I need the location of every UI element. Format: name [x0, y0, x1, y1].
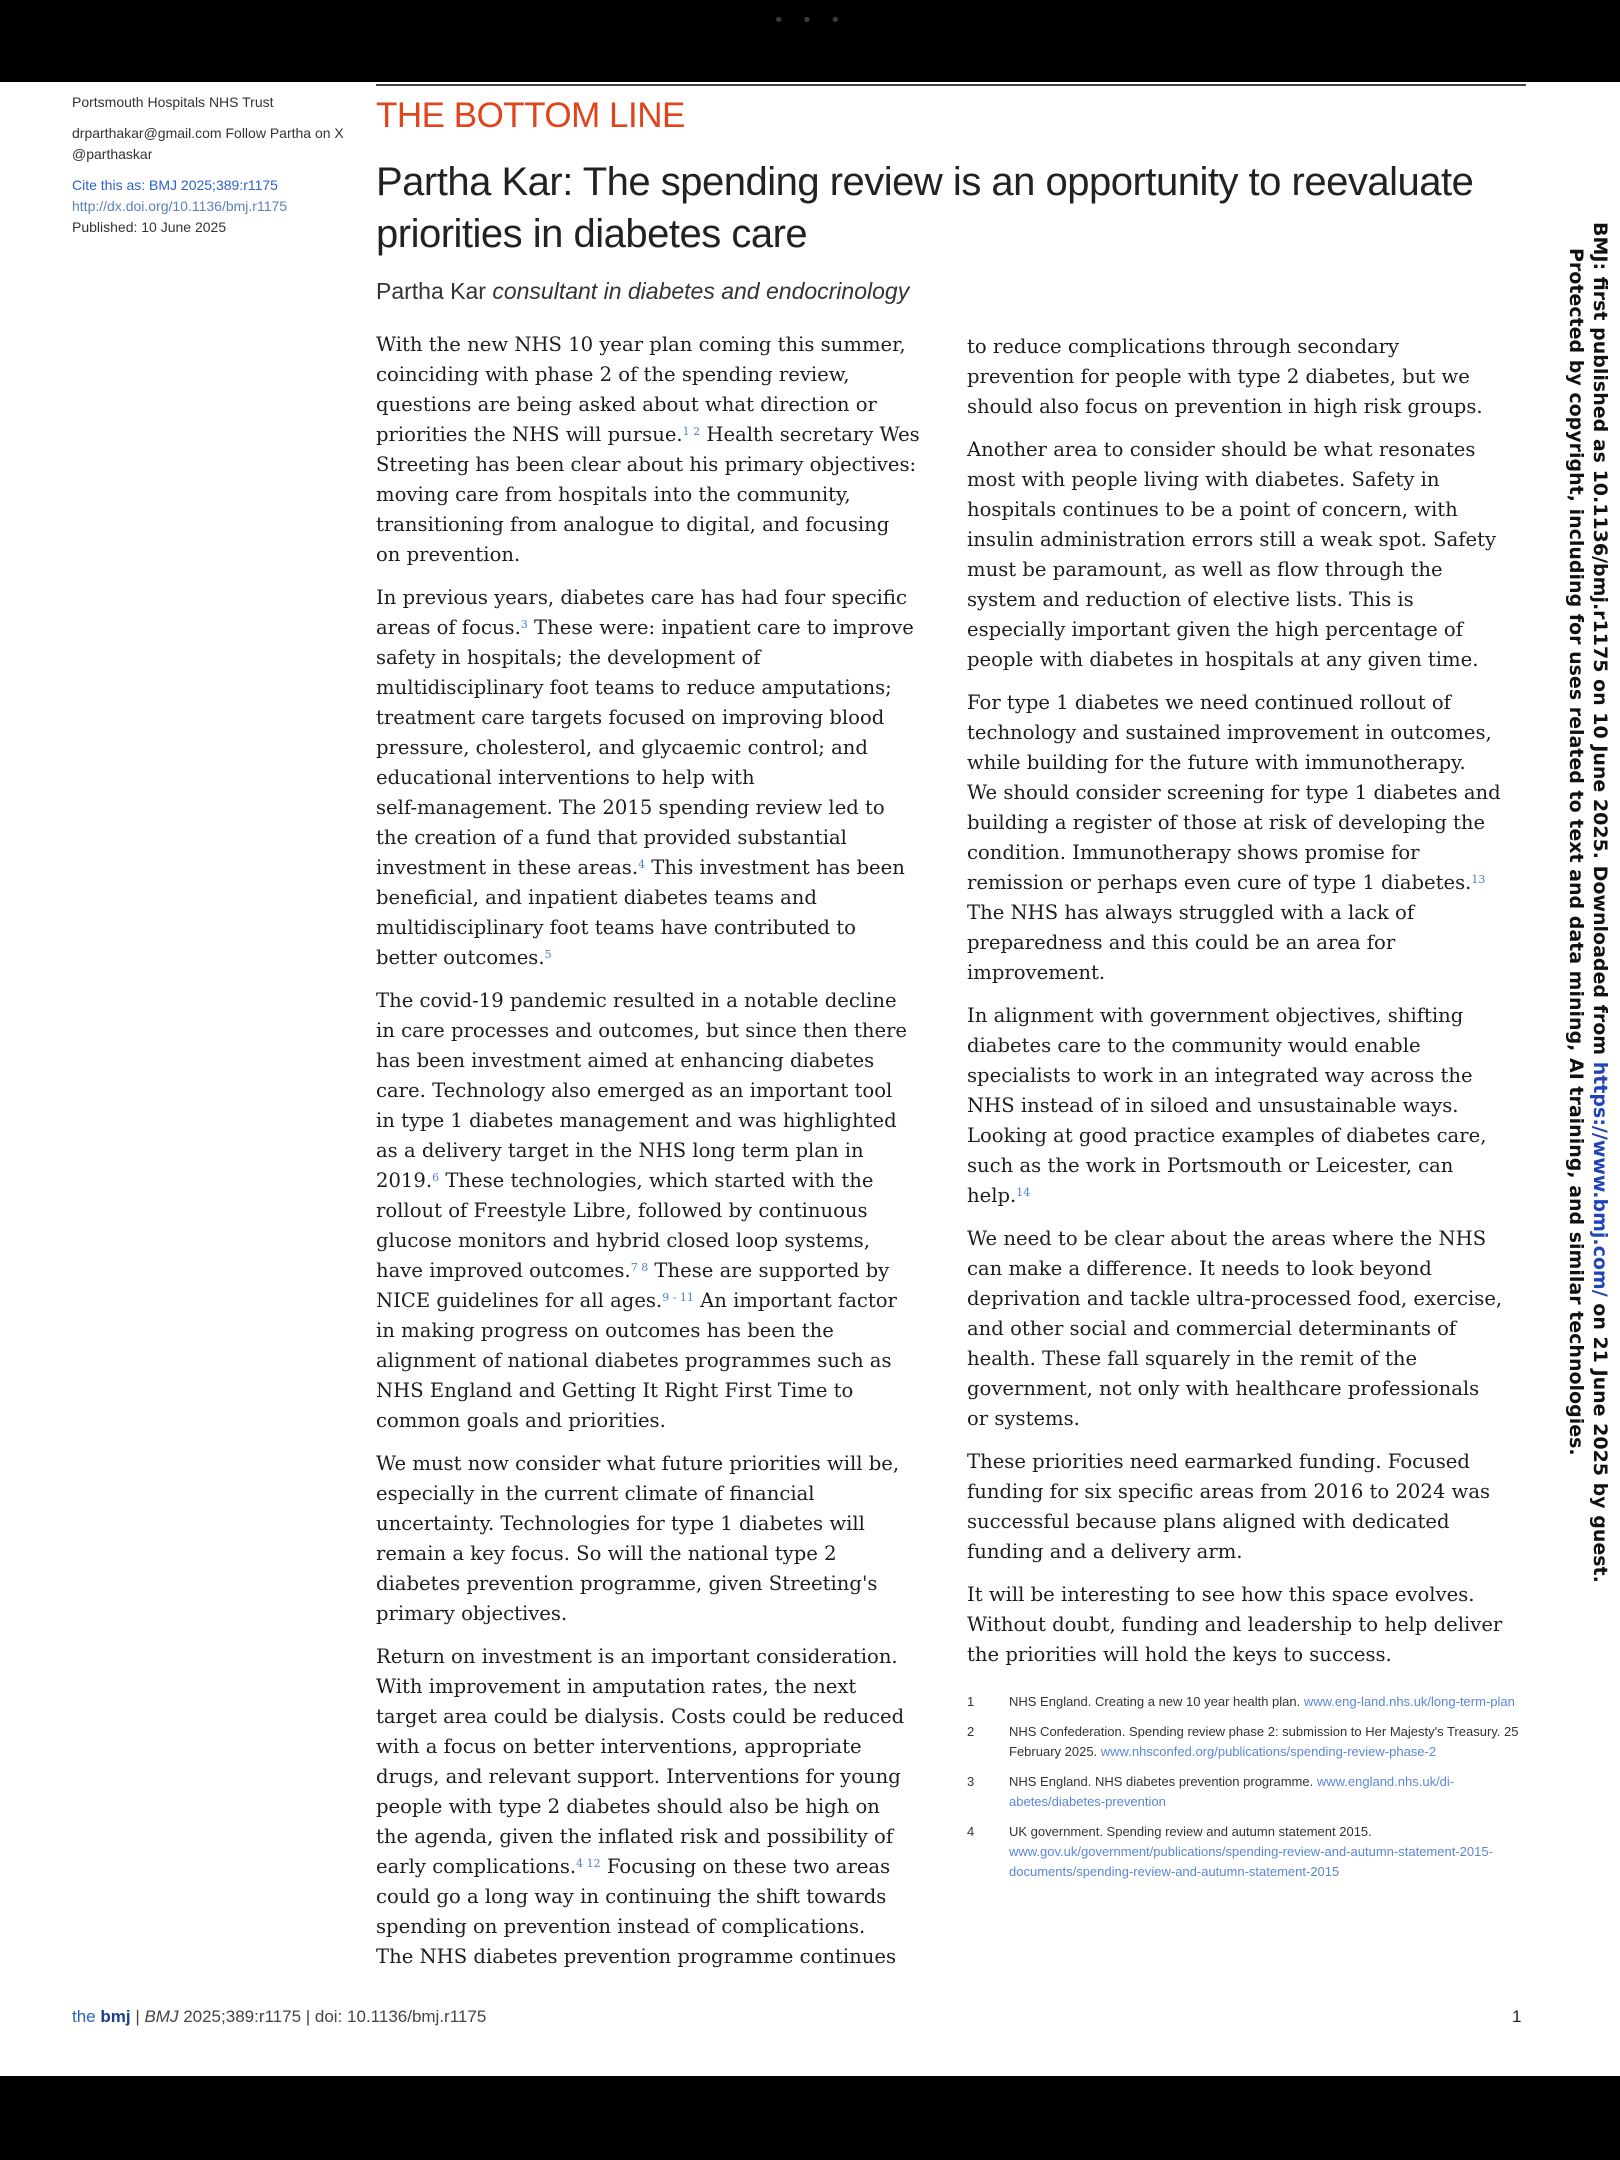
reference-link[interactable]: www.england.nhs.uk/di-abetes/diabetes-prevention — [1009, 1774, 1455, 1809]
affiliation: Portsmouth Hospitals NHS Trust — [72, 94, 274, 110]
reference-item: 3 NHS England. NHS diabetes prevention programme. www.england.nhs.uk/di-abetes/diabetes-prevention — [967, 1774, 1455, 1809]
copyright-sidebar — [1550, 222, 1612, 1802]
citation-link[interactable]: 13 — [1471, 873, 1486, 886]
citation-link[interactable]: 4 — [638, 858, 646, 871]
reference-link[interactable]: www.nhsconfed.org/publications/spending-review-phase-2 — [1100, 1744, 1437, 1759]
top-black-bar — [0, 0, 1620, 82]
citation-link[interactable]: 6 — [432, 1171, 440, 1184]
paragraph: In previous years, diabetes care has had four specific areas of focus.$^3$ These were: inpatient care to improve safety in hospitals; the development of multidisciplinary foot teams to reduce amputations; treatment care targets focused on improving blood pressure, cholesterol, and glycaemic control; and educational interventions to help with self-management. The 2015 spending review led to the creation of a fund that provided substantial investment in these areas.$^4$ This investment has been beneficial, and inpatient diabetes teams and multidisciplinary foot teams have contributed to better outcomes.$^5$ — [376, 586, 914, 969]
paragraph: In alignment with government objectives, shifting diabetes care to the community would enable specialists to work in an integrated way across the NHS instead of in siloed and unsustainable ways. Looking at good practice examples of diabetes care, such as the work in Portsmouth or Leicester, can help.$^{14}$ — [967, 1004, 1487, 1207]
reference-item: 4 UK government. Spending review and autumn statement 2015. www.gov.uk/government/publications/spending-review-and-autumn-statement-2015-documents/spending-review-and-autumn-statement-2015 — [967, 1824, 1493, 1879]
published-date: Published: 10 June 2025 — [72, 219, 227, 235]
paragraph: It will be interesting to see how this space evolves. Without doubt, funding and leadership to help deliver the priorities will hold the keys to success. — [967, 1583, 1503, 1666]
journal-logo-the: the — [72, 2007, 101, 2026]
author-contact[interactable]: drparthakar@gmail.com Follow Partha on X @parthaskar — [72, 125, 344, 162]
paragraph: Another area to consider should be what resonates most with people living with diabetes. Safety in hospitals continues to be a point of concern, with insulin administration errors still a weak spot. Safety must be paramount, as well as flow through the system and reduction of elective lists. This is especially important given the high percentage of people with diabetes in hospitals at any given time. — [967, 438, 1497, 671]
paragraph: to reduce complications through secondary prevention for people with type 2 diabetes, but we should also focus on prevention in high risk groups. — [967, 335, 1483, 418]
author-role: consultant in diabetes and endocrinology — [492, 278, 910, 304]
paragraph: These priorities need earmarked funding. Focused funding for six specific areas from 2016 to 2024 was successful because plans aligned with dedicated funding and a delivery arm. — [967, 1450, 1491, 1563]
reference-link[interactable]: www.gov.uk/government/publications/spending-review-and-autumn-statement-2015-documents/spending-review-and-autumn-statement-2015 — [1009, 1844, 1493, 1879]
paragraph: Return on investment is an important consideration. With improvement in amputation rates, the next target area could be dialysis. Costs could be reduced with a focus on better interventions, appropriate drugs, and relevant support. Interventions for young people with type 2 diabetes should also be high on the agenda, given the inflated risk and possibility of early complications.$^{4 12}$ Focusing on these two areas could go a long way in continuing the shift towards spending on prevention instead of complications. The NHS diabetes prevention programme continues — [376, 1645, 905, 1968]
page-number: 1 — [1512, 2007, 1522, 2026]
section-kicker: THE BOTTOM LINE — [376, 96, 685, 135]
journal-name: BMJ — [144, 2007, 179, 2026]
cite-this-link[interactable]: Cite this as: BMJ 2025;389:r1175 — [72, 177, 278, 193]
paragraph: We must now consider what future priorities will be, especially in the current climate of financial uncertainty. Technologies for type 1 diabetes will remain a key focus. So will the national type 2 diabetes prevention programme, given Streeting's primary objectives. — [376, 1452, 900, 1625]
citation-link[interactable]: 7 8 — [630, 1261, 649, 1274]
copyright-line-2: Protected by copyright, including for uses related to text and data mining, AI training, and similar technologies. — [1565, 248, 1587, 1456]
reference-link[interactable]: www.eng-land.nhs.uk/long-term-plan — [1303, 1694, 1515, 1709]
header-rule — [376, 84, 1526, 86]
byline — [376, 278, 909, 305]
paragraph: With the new NHS 10 year plan coming this summer, coinciding with phase 2 of the spending review, questions are being asked about what direction or priorities the NHS will pursue.$^{1 2}$ Health secretary Wes Streeting has been clear about his primary objectives: moving care from hospitals into the community, transitioning from analogue to digital, and focusing on prevention. — [376, 333, 920, 566]
references-list — [967, 1692, 1527, 1892]
citation-link[interactable]: 9 - 11 — [662, 1291, 694, 1304]
body-column-right — [967, 332, 1527, 1683]
copyright-line-1: BMJ: first published as 10.1136/bmj.r1175 on 10 June 2025. Downloaded from https://www.bmj.com/ on 21 June 2025 by guest. — [1589, 222, 1611, 1583]
document-page — [0, 82, 1620, 2076]
paragraph: For type 1 diabetes we need continued rollout of technology and sustained improvement in outcomes, while building for the future with immunotherapy. We should consider screening for type 1 diabetes and building a register of those at risk of developing the condition. Immunotherapy shows promise for remission or perhaps even cure of type 1 diabetes.$^{13}$ The NHS has always struggled with a lack of preparedness and this could be an area for improvement. — [967, 691, 1501, 984]
citation-link[interactable]: 4 12 — [576, 1857, 601, 1870]
paragraph: The covid-19 pandemic resulted in a notable decline in care processes and outcomes, but since then there has been investment aimed at enhancing diabetes care. Technology also emerged as an important tool in type 1 diabetes management and was highlighted as a delivery target in the NHS long term plan in 2019.$^6$ These technologies, which started with the rollout of Freestyle Libre, followed by continuous glucose monitors and hybrid closed loop systems, have improved outcomes.$^{7 8}$ These are supported by NICE guidelines for all ages.$^{9 - 11}$ An important factor in making progress on outcomes has been the alignment of national diabetes programmes such as NHS England and Getting It Right First Time to common goals and priorities. — [376, 989, 908, 1432]
author-name: Partha Kar — [376, 278, 486, 304]
journal-logo: bmj — [100, 2007, 131, 2026]
article-meta — [72, 92, 362, 238]
doi-link[interactable]: http://dx.doi.org/10.1136/bmj.r1175 — [72, 198, 288, 214]
bottom-black-bar — [0, 2076, 1620, 2160]
footer-citation: 2025;389:r1175 | doi: 10.1136/bmj.r1175 — [178, 2007, 487, 2026]
citation-link[interactable]: 5 — [544, 948, 552, 961]
paragraph: We need to be clear about the areas where the NHS can make a difference. It needs to look beyond deprivation and tackle ultra-processed food, exercise, and other social and commercial determinants of health. These fall squarely in the remit of the government, not only with healthcare professionals or systems. — [967, 1227, 1503, 1430]
reference-item: 2 NHS Confederation. Spending review phase 2: submission to Her Majesty's Treasury. 25 February 2025. www.nhsconfed.org/publications/spending-review-phase-2 — [967, 1724, 1519, 1759]
citation-link[interactable]: 1 2 — [682, 425, 701, 438]
page-footer: the bmj | BMJ 2025;389:r1175 | doi: 10.1136/bmj.r1175 — [72, 2007, 487, 2026]
citation-link[interactable]: 3 — [520, 618, 528, 631]
citation-link[interactable]: 14 — [1016, 1186, 1031, 1199]
article-title: Partha Kar: The spending review is an opportunity to reevaluate priorities in diabetes care — [376, 160, 1474, 256]
drag-handle-dots[interactable]: • • • — [773, 10, 847, 31]
reference-item: 1 NHS England. Creating a new 10 year health plan. www.eng-land.nhs.uk/long-term-plan — [967, 1694, 1515, 1709]
bmj-site-link[interactable]: https://www.bmj.com/ — [1589, 1061, 1611, 1297]
body-column-left — [376, 330, 936, 1985]
